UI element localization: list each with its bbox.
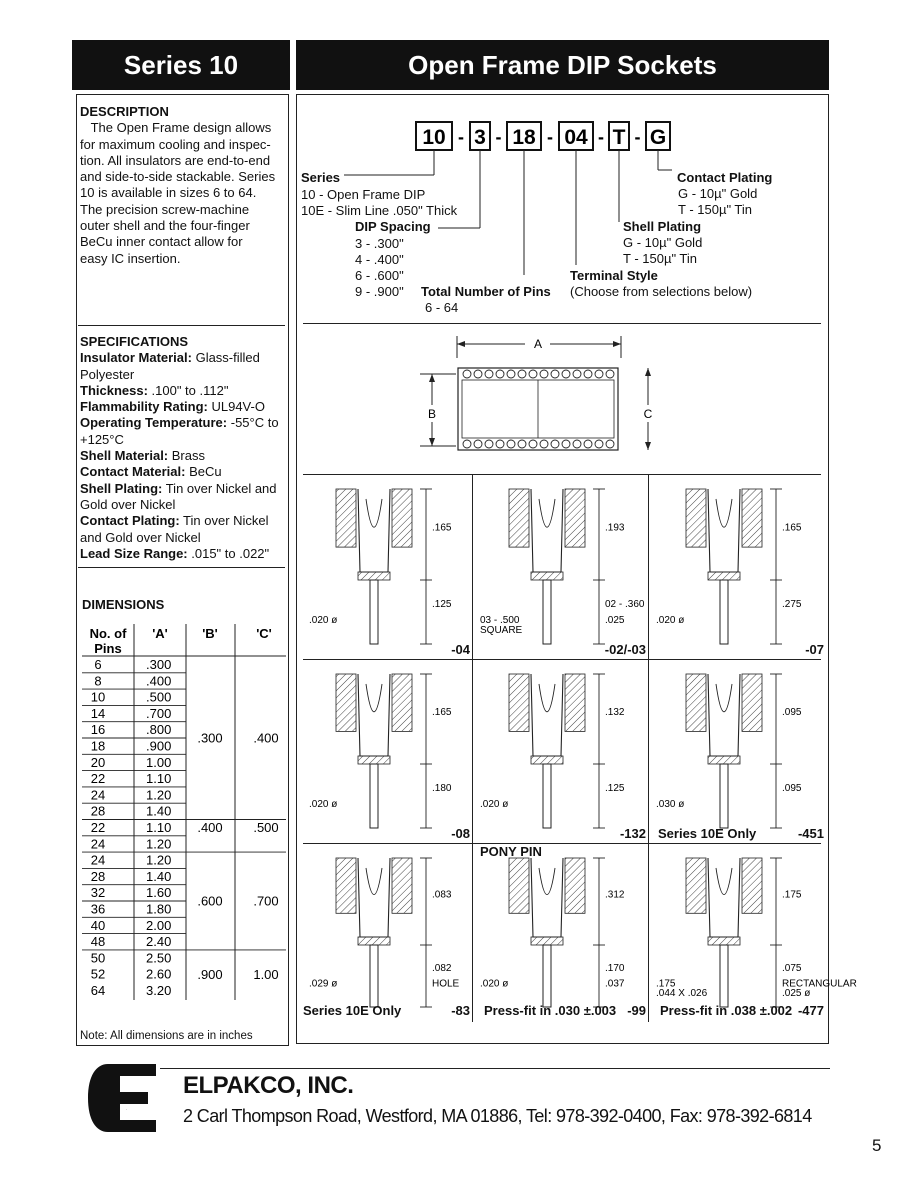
shell-option-g: G - 10µ" Gold bbox=[623, 235, 703, 250]
dimension-label: .125 bbox=[432, 599, 452, 611]
pin-hole bbox=[474, 370, 482, 378]
terminal-style-08 bbox=[303, 660, 472, 843]
dimension-label: .175 bbox=[782, 889, 802, 901]
pin-hole bbox=[529, 370, 537, 378]
dimension-label: .275 bbox=[782, 599, 802, 611]
series-title: Series 10 bbox=[123, 49, 239, 80]
pin-hole bbox=[507, 370, 515, 378]
pin-hole bbox=[529, 440, 537, 448]
spec-line bbox=[80, 448, 288, 464]
style-code: -07 bbox=[805, 642, 824, 657]
spec-line bbox=[80, 367, 288, 383]
a-value: 1.10 bbox=[146, 771, 172, 787]
dimension-label: .020 ø bbox=[309, 799, 338, 811]
pin-hole bbox=[507, 440, 515, 448]
part-number-box: 18 bbox=[512, 126, 536, 149]
spec-line bbox=[80, 464, 288, 480]
dimension-label: .125 bbox=[605, 783, 625, 795]
dimension-label: .020 ø bbox=[309, 615, 338, 627]
dimension-label: .030 ø bbox=[656, 799, 685, 811]
pins-value: 24 bbox=[90, 787, 106, 803]
dimensions-header: 'B' bbox=[202, 626, 218, 641]
spec-value: Gold over Nickel bbox=[80, 496, 176, 512]
pin-hole bbox=[595, 440, 603, 448]
dimensions-table-graphic bbox=[82, 622, 286, 1002]
pin-hole bbox=[562, 370, 570, 378]
style-code: -08 bbox=[451, 826, 470, 841]
b-value: .600 bbox=[197, 893, 223, 909]
a-value: 1.00 bbox=[146, 754, 172, 770]
spec-label: Shell Plating: bbox=[80, 480, 163, 496]
pin-hole bbox=[474, 440, 482, 448]
specifications-section bbox=[80, 334, 288, 562]
series-banner bbox=[72, 40, 290, 90]
a-value: 1.20 bbox=[146, 836, 172, 852]
style-title: PONY PIN bbox=[480, 844, 542, 859]
dip-option-4: 4 - .400" bbox=[355, 252, 404, 267]
a-value: 2.40 bbox=[146, 934, 172, 950]
footer-rule bbox=[160, 1068, 830, 1069]
terminal-drawing bbox=[650, 844, 857, 1020]
style-code: -132 bbox=[619, 826, 646, 841]
pin-hole bbox=[562, 440, 570, 448]
style-code: -04 bbox=[451, 642, 470, 657]
pins-value: 14 bbox=[90, 705, 106, 721]
pins-value: 40 bbox=[90, 917, 106, 933]
pins-value: 28 bbox=[90, 803, 106, 819]
pins-value: 32 bbox=[90, 885, 106, 901]
dimension-label: .170 bbox=[605, 963, 625, 975]
terminal-style-477 bbox=[650, 844, 857, 1020]
spec-line bbox=[80, 383, 288, 399]
terminal-style-note: (Choose from selections below) bbox=[570, 284, 753, 299]
pin-hole bbox=[496, 370, 504, 378]
contact-plating-label: Contact Plating bbox=[677, 170, 773, 185]
dimensions-note: Note: All dimensions are in inches bbox=[80, 1030, 253, 1042]
pins-value: 18 bbox=[90, 738, 106, 754]
pin-hole bbox=[595, 370, 603, 378]
dimension-label: .312 bbox=[605, 889, 625, 901]
spec-value: .015" to .022" bbox=[187, 545, 270, 561]
total-pins-range: 6 - 64 bbox=[425, 300, 459, 315]
pin-hole bbox=[551, 440, 559, 448]
a-value: 2.60 bbox=[146, 966, 172, 982]
pin-hole bbox=[584, 440, 592, 448]
pin-hole bbox=[606, 370, 614, 378]
style-caption: Press-fit in .030 ±.003 bbox=[484, 1003, 617, 1018]
contact-option-g: G - 10µ" Gold bbox=[678, 186, 758, 201]
logo-e-icon bbox=[88, 1064, 160, 1132]
description-line: and side-to-side stackable. Series bbox=[80, 169, 276, 185]
terminal-style-83 bbox=[303, 844, 472, 1020]
pin-hole bbox=[540, 370, 548, 378]
style-title: Series 10E Only bbox=[658, 826, 757, 841]
spec-value: Glass-filled bbox=[191, 350, 260, 366]
total-pins-label: Total Number of Pins bbox=[421, 284, 551, 299]
logo-letter: E bbox=[126, 1110, 127, 1111]
pins-value: 16 bbox=[90, 722, 106, 738]
spec-value: and Gold over Nickel bbox=[80, 529, 201, 545]
a-value: .800 bbox=[146, 722, 172, 738]
spec-value: Tin over Nickel and bbox=[162, 480, 277, 496]
pins-value: 50 bbox=[90, 950, 106, 966]
a-value: 1.20 bbox=[146, 852, 172, 868]
c-value: .700 bbox=[253, 893, 279, 909]
part-number-dash: - bbox=[598, 127, 604, 147]
dimension-label: 03 - .500 bbox=[480, 615, 520, 627]
c-value: 1.00 bbox=[253, 966, 279, 982]
dimension-label: .020 ø bbox=[480, 799, 509, 811]
dimension-label: .020 ø bbox=[656, 615, 685, 627]
terminal-style-99 bbox=[474, 844, 648, 1020]
title-banner bbox=[296, 40, 829, 90]
pins-value: 22 bbox=[90, 771, 106, 787]
spec-line bbox=[80, 481, 288, 497]
terminal-style-07 bbox=[650, 475, 826, 659]
dip-option-3: 3 - .300" bbox=[355, 236, 404, 251]
divider bbox=[78, 567, 285, 568]
terminal-style-132 bbox=[474, 660, 648, 843]
terminal-style-0203 bbox=[474, 475, 648, 659]
page-number: 5 bbox=[872, 1136, 882, 1155]
style-caption: Press-fit in .038 ±.002 bbox=[660, 1003, 793, 1018]
part-number-dash: - bbox=[547, 127, 553, 147]
dimension-label: RECTANGULAR bbox=[782, 978, 857, 990]
terminal-drawing bbox=[474, 844, 648, 1020]
style-code: -477 bbox=[797, 1003, 824, 1018]
pins-value: 24 bbox=[90, 852, 106, 868]
description-line: outer shell and the four-finger bbox=[80, 218, 250, 234]
dimension-label: .083 bbox=[432, 889, 452, 901]
part-number-dash: - bbox=[458, 127, 464, 147]
part-number-box: 10 bbox=[422, 126, 446, 149]
dip-option-9: 9 - .900" bbox=[355, 284, 404, 299]
series-option-1: 10 - Open Frame DIP bbox=[301, 187, 426, 202]
spec-value: Tin over Nickel bbox=[179, 513, 269, 529]
spec-line bbox=[80, 530, 288, 546]
spec-line bbox=[80, 546, 288, 562]
description-text bbox=[80, 120, 286, 267]
socket-outline-diagram bbox=[410, 330, 670, 462]
dimension-label: .165 bbox=[432, 707, 452, 718]
spec-label: Flammability Rating: bbox=[80, 399, 208, 415]
dimension-label: HOLE bbox=[432, 978, 460, 990]
dimension-label: .044 X .026 bbox=[656, 987, 708, 999]
terminal-drawing bbox=[474, 660, 648, 843]
a-value: 2.50 bbox=[146, 950, 172, 966]
spec-line bbox=[80, 513, 288, 529]
dim-b-label: B bbox=[427, 407, 437, 421]
spec-line bbox=[80, 350, 288, 366]
series-label: Series bbox=[301, 170, 341, 185]
dimension-label: .165 bbox=[432, 522, 452, 534]
pins-value: 6 bbox=[94, 657, 102, 672]
spec-line bbox=[80, 497, 288, 513]
dip-spacing-label: DIP Spacing bbox=[355, 219, 431, 234]
socket-outline-graphic bbox=[410, 330, 670, 462]
pins-value: 20 bbox=[90, 754, 106, 770]
spec-line bbox=[80, 399, 288, 415]
terminal-drawing bbox=[303, 475, 472, 659]
pins-value: 28 bbox=[90, 868, 106, 884]
pin-hole bbox=[518, 440, 526, 448]
spec-label: Thickness: bbox=[80, 382, 148, 398]
a-value: .700 bbox=[146, 705, 172, 721]
terminal-drawing bbox=[650, 475, 826, 659]
dim-c-label: C bbox=[643, 407, 653, 421]
dimensions-header: 'A' bbox=[152, 626, 168, 641]
terminal-drawing bbox=[303, 844, 472, 1020]
style-code: -451 bbox=[797, 826, 824, 841]
part-number-dash: - bbox=[495, 127, 502, 147]
spec-value: Polyester bbox=[80, 366, 135, 382]
pins-value: 52 bbox=[90, 966, 106, 982]
a-value: .500 bbox=[146, 689, 172, 705]
b-value: .300 bbox=[197, 730, 223, 746]
pins-value: 24 bbox=[90, 836, 106, 852]
page-title: Open Frame DIP Sockets bbox=[408, 49, 717, 80]
description-line: The Open Frame design allows bbox=[80, 120, 272, 136]
dim-a-label: A bbox=[533, 337, 543, 351]
pins-value: 22 bbox=[90, 820, 106, 835]
shell-option-t: T - 150µ" Tin bbox=[623, 251, 698, 266]
dimension-label: .095 bbox=[782, 707, 802, 718]
pin-hole bbox=[573, 370, 581, 378]
pins-value: 64 bbox=[90, 983, 106, 998]
dimension-label: .082 bbox=[432, 963, 452, 975]
part-number-box: T bbox=[612, 126, 626, 149]
dimension-label: .025 ø bbox=[782, 987, 811, 999]
description-line: easy IC insertion. bbox=[80, 250, 181, 266]
style-code: -99 bbox=[627, 1003, 646, 1018]
spec-label: Lead Size Range: bbox=[80, 545, 188, 561]
pin-hole bbox=[463, 370, 471, 378]
dimension-label: .165 bbox=[782, 522, 802, 534]
dimension-label: .020 ø bbox=[480, 978, 509, 990]
dimension-label: .025 bbox=[605, 615, 625, 627]
spec-line bbox=[80, 415, 288, 431]
spec-value: Brass bbox=[168, 448, 205, 464]
a-value: .300 bbox=[146, 657, 172, 672]
dimension-label: 02 - .360 bbox=[605, 599, 645, 611]
part-number-box: 04 bbox=[564, 126, 588, 149]
pin-hole bbox=[606, 440, 614, 448]
terminal-style-451 bbox=[650, 660, 826, 843]
dimension-label: .180 bbox=[432, 783, 452, 795]
dip-option-6: 6 - .600" bbox=[355, 268, 404, 283]
pins-value: 10 bbox=[90, 689, 106, 705]
a-value: 1.80 bbox=[146, 901, 172, 917]
description-line: tion. All insulators are end-to-end bbox=[80, 152, 271, 168]
spec-value: .100" to .112" bbox=[147, 382, 229, 398]
a-value: .900 bbox=[146, 738, 172, 754]
pin-hole bbox=[540, 440, 548, 448]
part-number-box: 3 bbox=[474, 126, 486, 149]
dimensions-header: 'C' bbox=[256, 626, 272, 641]
a-value: 1.10 bbox=[146, 820, 172, 835]
style-title: Series 10E Only bbox=[303, 1003, 402, 1018]
dimensions-header: No. of bbox=[89, 626, 127, 641]
divider bbox=[78, 325, 285, 326]
pin-hole bbox=[573, 440, 581, 448]
pin-hole bbox=[463, 440, 471, 448]
specifications-heading: SPECIFICATIONS bbox=[80, 334, 189, 349]
a-value: 1.40 bbox=[146, 803, 172, 819]
spec-label: Contact Plating: bbox=[80, 513, 180, 529]
c-value: .400 bbox=[253, 730, 279, 746]
part-number-dash: - bbox=[634, 127, 641, 147]
spec-value: -55°C to bbox=[227, 415, 279, 431]
dimensions-heading: DIMENSIONS bbox=[82, 597, 165, 612]
dimension-label: SQUARE bbox=[480, 624, 523, 636]
pin-hole bbox=[485, 440, 493, 448]
pin-hole bbox=[551, 370, 559, 378]
a-value: 1.60 bbox=[146, 885, 172, 901]
spec-label: Contact Material: bbox=[80, 464, 186, 480]
b-value: .900 bbox=[197, 966, 223, 982]
description-section bbox=[80, 104, 286, 267]
part-number-box: G bbox=[649, 126, 667, 149]
company-name: ELPAKCO, INC. bbox=[183, 1072, 354, 1099]
dimension-label: .175 bbox=[656, 978, 676, 990]
pin-hole bbox=[518, 370, 526, 378]
pins-value: 48 bbox=[90, 934, 106, 950]
spec-value: UL94V-O bbox=[207, 399, 265, 415]
description-line: BeCu inner contact allow for bbox=[80, 234, 243, 250]
contact-option-t: T - 150µ" Tin bbox=[678, 202, 753, 217]
terminal-drawing bbox=[474, 475, 648, 659]
spec-value: BeCu bbox=[185, 464, 222, 480]
terminal-drawing bbox=[650, 660, 826, 843]
style-code: -02/-03 bbox=[604, 642, 646, 657]
a-value: 1.40 bbox=[146, 868, 172, 884]
dimension-label: .037 bbox=[605, 978, 625, 990]
dimension-label: .075 bbox=[782, 963, 802, 975]
spec-value: +125°C bbox=[80, 431, 124, 447]
company-logo bbox=[88, 1064, 160, 1132]
description-line: The precision screw-machine bbox=[80, 201, 250, 217]
description-heading: DESCRIPTION bbox=[80, 104, 169, 119]
pin-hole bbox=[496, 440, 504, 448]
pins-value: 36 bbox=[90, 901, 106, 917]
series-option-2: 10E - Slim Line .050" Thick bbox=[301, 203, 458, 218]
dimensions-table bbox=[82, 622, 286, 1002]
spec-line bbox=[80, 432, 288, 448]
b-value: .400 bbox=[197, 820, 223, 835]
specifications-list bbox=[80, 350, 288, 562]
a-value: 3.20 bbox=[146, 983, 172, 998]
dimension-label: .029 ø bbox=[309, 978, 338, 990]
description-line: for maximum cooling and inspec- bbox=[80, 136, 271, 152]
dimensions-header: Pins bbox=[94, 641, 122, 656]
divider bbox=[303, 323, 821, 324]
terminal-style-04 bbox=[303, 475, 472, 659]
dimension-label: .132 bbox=[605, 707, 625, 718]
spec-label: Operating Temperature: bbox=[80, 415, 228, 431]
terminal-style-label: Terminal Style bbox=[570, 268, 658, 283]
terminal-drawing bbox=[303, 660, 472, 843]
dimension-label: .095 bbox=[782, 783, 802, 795]
pins-value: 8 bbox=[94, 673, 102, 689]
a-value: 1.20 bbox=[146, 787, 172, 803]
spec-label: Shell Material: bbox=[80, 448, 169, 464]
description-line: 10 is available in sizes 6 to 64. bbox=[80, 185, 257, 201]
c-value: .500 bbox=[253, 820, 279, 835]
dimension-label: .193 bbox=[605, 522, 625, 534]
pin-hole bbox=[485, 370, 493, 378]
company-address: 2 Carl Thompson Road, Westford, MA 01886, Tel: 978-392-0400, Fax: 978-392-6814 bbox=[183, 1106, 812, 1126]
a-value: 2.00 bbox=[146, 917, 172, 933]
a-value: .400 bbox=[146, 673, 172, 689]
shell-plating-label: Shell Plating bbox=[623, 219, 702, 234]
spec-label: Insulator Material: bbox=[80, 350, 192, 366]
pin-hole bbox=[584, 370, 592, 378]
style-code: -83 bbox=[451, 1003, 470, 1018]
